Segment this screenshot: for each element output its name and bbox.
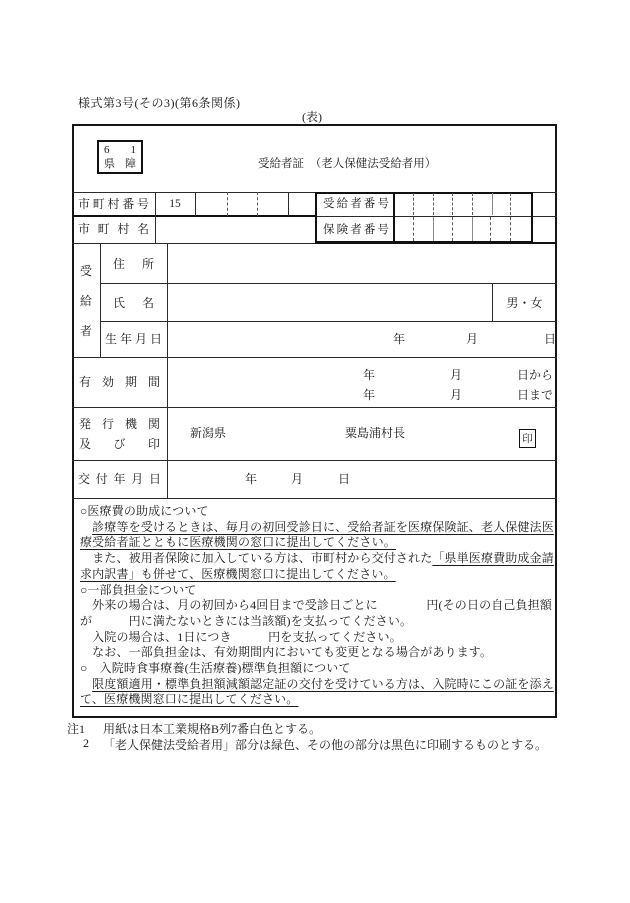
issue-year-unit: 年 — [245, 472, 258, 486]
address-label-char: 所 — [141, 256, 154, 271]
note-text: が 円に満たないときには当該額)を支払ってください。 — [80, 613, 413, 628]
code-top-left: 6 — [104, 144, 110, 156]
recipient-group-label — [72, 243, 100, 357]
note-text — [80, 677, 92, 691]
note-line — [80, 645, 557, 661]
dashed-divider — [452, 193, 453, 215]
sex-options: 男・女 — [506, 295, 543, 310]
dashed-divider — [413, 217, 414, 241]
recipient-number-label: 受給者番号 — [323, 198, 389, 210]
footnote-1-number: 注1 — [67, 722, 86, 736]
footnote-1-text: 用紙は日本工業規格B列7番白色とする。 — [103, 722, 322, 736]
validity-from-year: 年 — [363, 368, 376, 382]
note-text: ○ 入院時食事療養(生活療養)標準負担額について — [80, 661, 351, 676]
note-line — [80, 661, 557, 677]
digit-divider — [472, 217, 473, 241]
note-text: なお、一部負担金は、有効期間内においても変更となる場合があります。 — [80, 645, 493, 660]
form-number: 様式第3号(その3)(第6条関係) — [78, 96, 241, 110]
seal-placeholder — [519, 429, 536, 448]
code-top-right: 1 — [130, 144, 136, 156]
code-bottom-left: 県 — [104, 158, 115, 170]
code-bottom-right: 障 — [125, 158, 136, 170]
recipient-group-char: 給 — [79, 293, 92, 308]
note-line — [80, 583, 557, 599]
dashed-divider — [227, 192, 228, 216]
issuer-label-line1: 発行機関 — [79, 417, 160, 431]
grid-line — [100, 321, 557, 322]
footnote-2-number: 2 — [83, 736, 89, 750]
dashed-divider — [433, 193, 434, 215]
municipality-number-value: 15 — [169, 198, 181, 210]
note-underlined-text: 限度額適用・標準負担額減額認定証の交付を受けている方は、入院時にこの証を添え — [92, 676, 554, 691]
issue-month-unit: 月 — [291, 472, 304, 486]
validity-to-day: 日まで — [517, 388, 554, 402]
issue-date-label: 交付年月日 — [78, 472, 161, 486]
dashed-divider — [510, 217, 511, 241]
dashed-divider — [510, 193, 511, 215]
recipient-group-char: 受 — [79, 263, 92, 278]
note-text: 外来の場合は、月の初回から4回目まで受診日ごとに 円(その日の自己負担額 — [80, 598, 552, 613]
digit-divider — [433, 217, 434, 241]
issuer-label-line2: 及び印 — [79, 437, 160, 451]
validity-period-label: 有効期間 — [79, 375, 160, 389]
note-line — [80, 677, 557, 693]
dashed-divider — [257, 192, 258, 216]
digit-divider — [492, 193, 493, 215]
birth-day-unit: 日 — [544, 332, 557, 346]
code-box — [97, 140, 143, 174]
grid-line — [72, 498, 557, 499]
code-box-row2 — [99, 157, 141, 171]
validity-to-month: 月 — [450, 388, 463, 402]
name-label-char: 名 — [141, 295, 154, 310]
grid-line — [167, 243, 168, 498]
name-label — [100, 283, 167, 321]
birth-year-unit: 年 — [393, 332, 406, 346]
validity-to-year: 年 — [363, 388, 376, 402]
issuer-label — [72, 407, 167, 460]
side-label: (表) — [302, 110, 322, 124]
dashed-divider — [490, 217, 491, 241]
dashed-divider — [452, 217, 453, 241]
note-line — [80, 551, 557, 567]
grid-line — [100, 283, 557, 284]
note-underlined-text: 診療等を受けるときは、毎月の初回受診日に、受給者証を医療保険証、老人保健法医 — [92, 519, 554, 534]
name-label-char: 氏 — [113, 295, 126, 310]
note-text: ○医療費の助成について — [80, 504, 209, 518]
validity-from-month: 月 — [450, 368, 463, 382]
seal-character: 印 — [522, 434, 533, 445]
note-text: また、被用者保険に加入している方は、市町村から交付された — [80, 551, 433, 566]
municipality-number-label: 市町村番号 — [78, 197, 149, 211]
certificate-title: 受給者証 （老人保健法受給者用） — [258, 158, 437, 170]
note-line — [80, 504, 557, 520]
note-text: 入院の場合は、1日につき 円を支払ってください。 — [80, 629, 402, 644]
recipient-group-char: 者 — [79, 323, 92, 338]
footnote-2-text: 「老人保健法受給者用」部分は緑色、その他の部分は黒色に印刷するものとする。 — [103, 738, 548, 752]
issuer-prefecture: 新潟県 — [190, 426, 227, 440]
dashed-divider — [472, 193, 473, 215]
note-line — [80, 520, 557, 536]
code-box-row1 — [99, 143, 141, 157]
address-label-char: 住 — [113, 256, 126, 271]
dashed-divider — [413, 193, 414, 215]
address-label — [100, 243, 167, 283]
note-underlined-text: 「県単医療費助成金請 — [432, 551, 554, 566]
issue-day-unit: 日 — [338, 472, 351, 486]
municipality-name-label: 市町村名 — [78, 222, 149, 236]
grid-line — [288, 192, 289, 216]
note-underlined-text: 求内訳書」も併せて、医療機関窓口に提出してください。 — [80, 566, 396, 581]
insurer-number-label: 保険者番号 — [323, 224, 389, 236]
notes-text — [80, 504, 557, 708]
note-line — [80, 535, 557, 551]
note-underlined-text: 療受給者証とともに医療機関の窓口に提出してください。 — [80, 535, 396, 550]
note-line — [80, 614, 557, 630]
note-text: ○一部負担金について — [80, 582, 197, 597]
validity-from-day: 日から — [517, 368, 554, 382]
note-line — [80, 692, 557, 708]
note-line — [80, 630, 557, 646]
note-line — [80, 567, 557, 583]
note-text — [80, 520, 92, 534]
note-underlined-text: て、医療機関窓口に提出してください。 — [80, 692, 299, 707]
birth-date-label: 生年月日 — [105, 332, 162, 346]
issuer-name: 粟島浦村長 — [345, 426, 406, 440]
grid-line — [195, 192, 196, 216]
note-line — [80, 598, 557, 614]
birth-month-unit: 月 — [466, 332, 479, 346]
